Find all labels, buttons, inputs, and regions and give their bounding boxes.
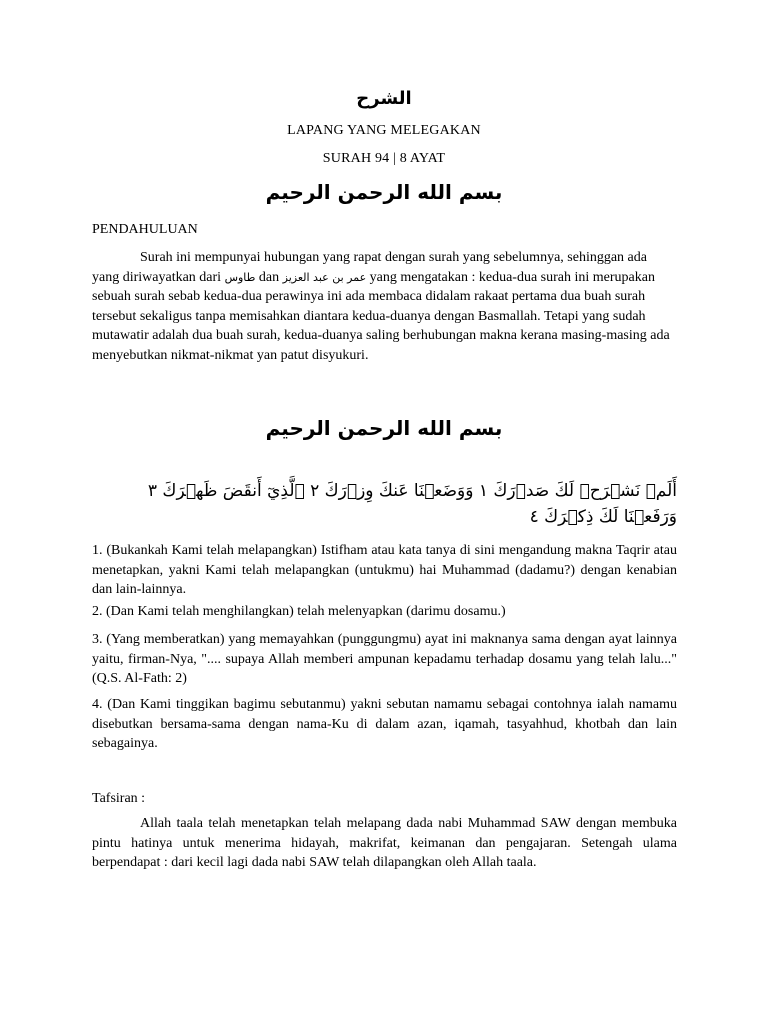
intro-paragraph — [92, 248, 677, 365]
arabic-name-umar: عمر بن عبد العزيز — [282, 270, 367, 284]
tafsiran-paragraph: Allah taala telah menetapkan telah melapang dada nabi Muhammad SAW dengan membuka pintu hatinya untuk menerima hidayah, makrifat, keimanan dan pengajaran. Setengah ulama berpendapat : dari kecil lagi dada nabi SAW telah dilapangkan oleh Allah taala. — [92, 816, 677, 870]
intro-heading: PENDAHULUAN — [92, 222, 198, 237]
surah-subtitle: SURAH 94 | 8 AYAT — [322, 151, 446, 166]
note-item-4: 4. (Dan Kami tinggikan bagimu sebutanmu) yakni sebutan namamu sebagai contohnya ialah namamu disebutkan bersama-sama dengan nama-Ku di dalam azan, iqamah, tasyahhud, khotbah dan lain sebagainya. — [92, 697, 677, 751]
note-item-3: 3. (Yang memberatkan) yang memayahkan (punggungmu) ayat ini maknanya sama dengan ayat lainnya yaitu, firman-Nya, ".... supaya Allah memberi ampunan kepadamu terhadap dosamu yang telah lalu..." (Q.S. Al-Fath: 2) — [92, 632, 677, 686]
arabic-surah-title: الشرح — [356, 88, 412, 109]
intro-text-part3: yang mengatakan : kedua-dua surah ini merupakan sebuah surah sebab kedua-dua perawinya ini ada membaca didalam rakaat pertama dua buah surah tersebut sekaligus tanpa memisahkan diantara kedua-duanya dengan Basmallah. Tetapi yang sudah mutawatir adalah dua buah surah, kedua-duanya saling berhubungan makna kerana masing-masing ada menyebutkan nikmat-nikmat yan patut disyukuri. — [92, 269, 670, 363]
arabic-name-tawus: طاوس — [224, 270, 256, 284]
intro-text-part2: dan — [258, 269, 280, 285]
tafsiran-heading: Tafsiran : — [92, 791, 146, 806]
surah-title: LAPANG YANG MELEGAKAN — [287, 123, 481, 138]
note-item-1: 1. (Bukankah Kami telah melapangkan) Istifham atau kata tanya di sini mengandung makna Taqrir atau menetapkan, yakni Kami telah melapangkan (untukmu) hai Muhammad (dadamu?) dengan kenabian dan lain-lainnya. — [92, 543, 677, 597]
intro-text-part1: Surah ini mempunyai hubungan yang rapat dengan surah yang sebelumnya, sehinggan ada yang diriwayatkan dari — [92, 250, 647, 285]
note-item-2: 2. (Dan Kami telah menghilangkan) telah melenyapkan (darimu dosamu.) — [92, 604, 506, 619]
basmala-second: بسم الله الرحمن الرحيم — [265, 416, 503, 440]
ayat-verses: أَلَمۡ نَشۡرَحۡ لَكَ صَدۡرَكَ ١ وَوَضَعۡنَا عَنكَ وِزۡرَكَ ٢ ٱلَّذِيٓ أَنقَضَ ظَهۡرَكَ ٣ وَرَفَعۡنَا لَكَ ذِكۡرَكَ ٤ — [147, 481, 677, 527]
basmala-heading: بسم الله الرحمن الرحيم — [265, 180, 503, 204]
